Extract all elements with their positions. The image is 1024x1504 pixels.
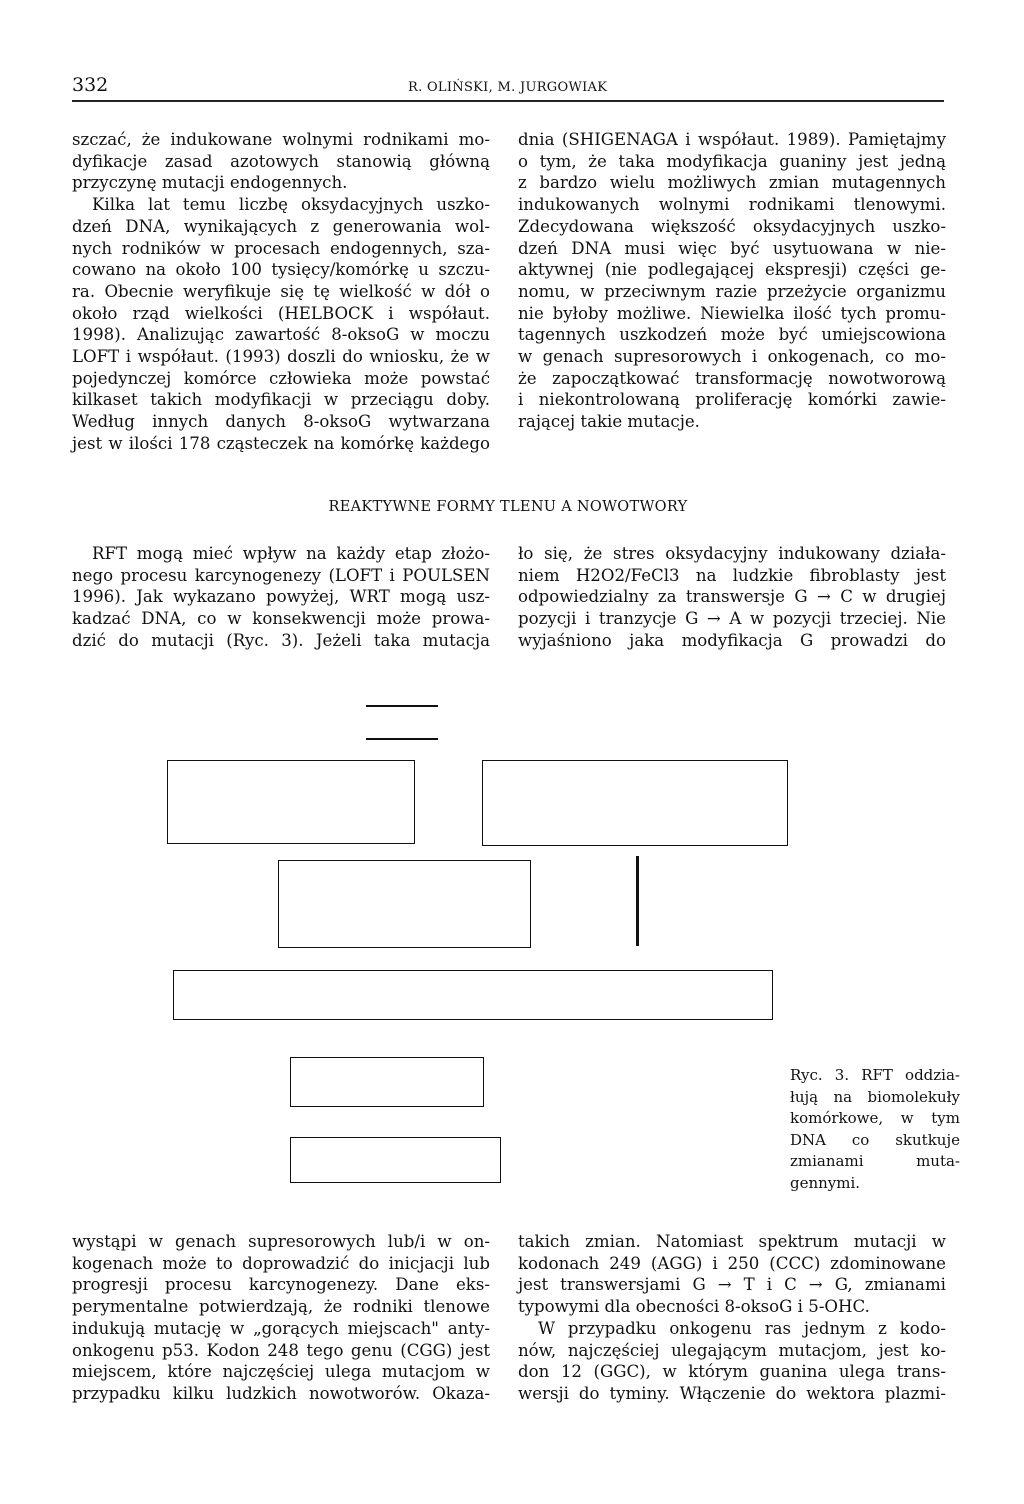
text-line: takich zmian. Natomiast spektrum mutacji w: [518, 1232, 946, 1251]
figure-box: [290, 1057, 484, 1107]
text-line: don 12 (GGC), w którym guanina ulega trans-: [518, 1362, 946, 1382]
caption-line: Ryc. 3. RFT oddzia-: [790, 1066, 960, 1084]
mid-left-column: [72, 543, 490, 652]
text-line: dzeń DNA musi więc być usytuowana w nie-: [518, 238, 946, 258]
text-line: indukowanych wolnymi rodnikami tlenowymi.: [518, 195, 946, 215]
text-line: szczać, że indukowane wolnymi rodnikami mo-: [72, 130, 490, 149]
text-line: kilkaset takich modyfikacji w przeciągu doby.: [72, 390, 490, 410]
text-line: o tym, że taka modyfikacja guaniny jest jedną: [518, 151, 946, 171]
text-line: ra. Obecnie weryfikuje się tę wielkość w dół o: [72, 281, 490, 301]
text-line: wersji do tyminy. Włączenie do wektora plazmi-: [518, 1383, 946, 1403]
figure-line: [366, 738, 438, 740]
text-line: cowano na około 100 tysięcy/komórkę u szczu-: [72, 260, 490, 280]
text-line: dzeń DNA, wynikających z generowania wol-: [72, 216, 490, 236]
text-line: kogenach może to doprowadzić do inicjacji lub: [72, 1253, 490, 1273]
figure-box: [173, 970, 773, 1020]
figure-caption: [790, 1065, 960, 1195]
text-line: onkogenu p53. Kodon 248 tego genu (CGG) jest: [72, 1340, 490, 1360]
section-title: REAKTYWNE FORMY TLENU A NOWOTWORY: [328, 499, 688, 515]
text-line: Kilka lat temu liczbę oksydacyjnych uszko-: [92, 195, 490, 215]
text-line: W przypadku onkogenu ras jednym z kodo-: [538, 1318, 946, 1338]
figure-box: [167, 760, 415, 844]
text-line: nego procesu karcynogenezy (LOFT i POULSEN: [72, 565, 490, 585]
text-line: aktywnej (nie podlegającej ekspresji) części ge-: [518, 260, 946, 280]
text-line: 1998). Analizując zawartość 8-oksoG w moczu: [72, 325, 490, 345]
text-line: nomu, w przeciwnym razie przeżycie organizmu: [518, 281, 946, 301]
header-rule: [72, 100, 944, 102]
text-line: nie byłoby możliwe. Niewielka ilość tych promu-: [518, 303, 946, 323]
text-line: z bardzo wielu możliwych zmian mutagennych: [518, 173, 946, 193]
text-line: perymentalne potwierdzają, że rodniki tlenowe: [72, 1297, 490, 1317]
text-line: rającej takie mutacje.: [518, 412, 700, 432]
text-line: dyfikacje zasad azotowych stanowią główną: [72, 151, 490, 171]
caption-line: łują na biomolekuły: [790, 1087, 960, 1106]
figure-line: [366, 705, 438, 707]
text-line: pozycji i tranzycje G → A w pozycji trzeciej. Nie: [518, 609, 946, 629]
top-left-column: [72, 129, 490, 455]
text-line: niem H2O2/FeCl3 na ludzkie fibroblasty jest: [518, 565, 946, 585]
caption-line: komórkowe, w tym: [790, 1109, 960, 1128]
text-line: w genach supresorowych i onkogenach, co mo-: [518, 347, 946, 367]
text-line: ło się, że stres oksydacyjny indukowany działa-: [518, 544, 946, 563]
figure-box: [482, 760, 788, 846]
text-line: nych rodników w procesach endogennych, sza-: [72, 238, 490, 258]
running-head: R. OLIŃSKI, M. JURGOWIAK: [408, 80, 608, 95]
text-line: indukują mutację w „gorących miejscach" anty-: [72, 1318, 490, 1338]
text-line: i niekontrolowaną proliferację komórki zawie-: [518, 390, 946, 410]
caption-line: DNA co skutkuje: [790, 1130, 960, 1149]
text-line: wystąpi w genach supresorowych lub/i w on-: [72, 1232, 490, 1251]
text-line: Zdecydowana większość oksydacyjnych uszko-: [518, 216, 946, 236]
text-line: RFT mogą mieć wpływ na każdy etap złożo-: [92, 544, 490, 563]
text-line: wyjaśniono jaka modyfikacja G prowadzi do: [518, 630, 946, 650]
text-line: tagennych uszkodzeń może być umiejscowiona: [518, 325, 946, 345]
figure-box: [278, 860, 531, 948]
text-line: pojedynczej komórce człowieka może powstać: [72, 368, 490, 388]
text-line: nów, najczęściej ulegającym mutacjom, jest ko-: [518, 1340, 946, 1360]
text-line: przyczynę mutacji endogennych.: [72, 173, 348, 193]
caption-line: zmianami muta-: [790, 1152, 960, 1171]
text-line: Według innych danych 8-oksoG wytwarzana: [72, 412, 490, 432]
text-line: około rząd wielkości (HELBOCK i współaut.: [72, 303, 490, 323]
mid-right-column: [518, 543, 946, 652]
text-line: dzić do mutacji (Ryc. 3). Jeżeli taka mutacja: [72, 630, 490, 650]
text-line: progresji procesu karcynogenezy. Dane eks-: [72, 1275, 490, 1295]
page-number: 332: [72, 74, 109, 96]
bottom-right-column: [518, 1231, 946, 1405]
figure-box: [290, 1137, 501, 1183]
caption-line: gennymi.: [790, 1173, 861, 1192]
figure-line: [636, 856, 639, 946]
text-line: jest w ilości 178 cząsteczek na komórkę każdego: [72, 433, 490, 453]
text-line: kadzać DNA, co w konsekwencji może prowa-: [72, 609, 490, 629]
text-line: LOFT i współaut. (1993) doszli do wniosku, że w: [72, 347, 490, 367]
text-line: że zapoczątkować transformację nowotworową: [518, 368, 946, 388]
text-line: miejscem, które najczęściej ulega mutacjom w: [72, 1362, 490, 1382]
text-line: typowymi dla obecności 8-oksoG i 5-OHC.: [518, 1297, 870, 1317]
bottom-left-column: [72, 1231, 490, 1405]
top-right-column: [518, 129, 946, 433]
text-line: 1996). Jak wykazano powyżej, WRT mogą usz-: [72, 587, 490, 607]
text-line: jest transwersjami G → T i C → G, zmianami: [518, 1275, 946, 1295]
text-line: przypadku kilku ludzkich nowotworów. Okaza-: [72, 1383, 490, 1403]
text-line: odpowiedzialny za transwersje G → C w drugiej: [518, 587, 946, 607]
text-line: dnia (SHIGENAGA i współaut. 1989). Pamiętajmy: [518, 130, 946, 149]
text-line: kodonach 249 (AGG) i 250 (CCC) zdominowane: [518, 1253, 946, 1273]
